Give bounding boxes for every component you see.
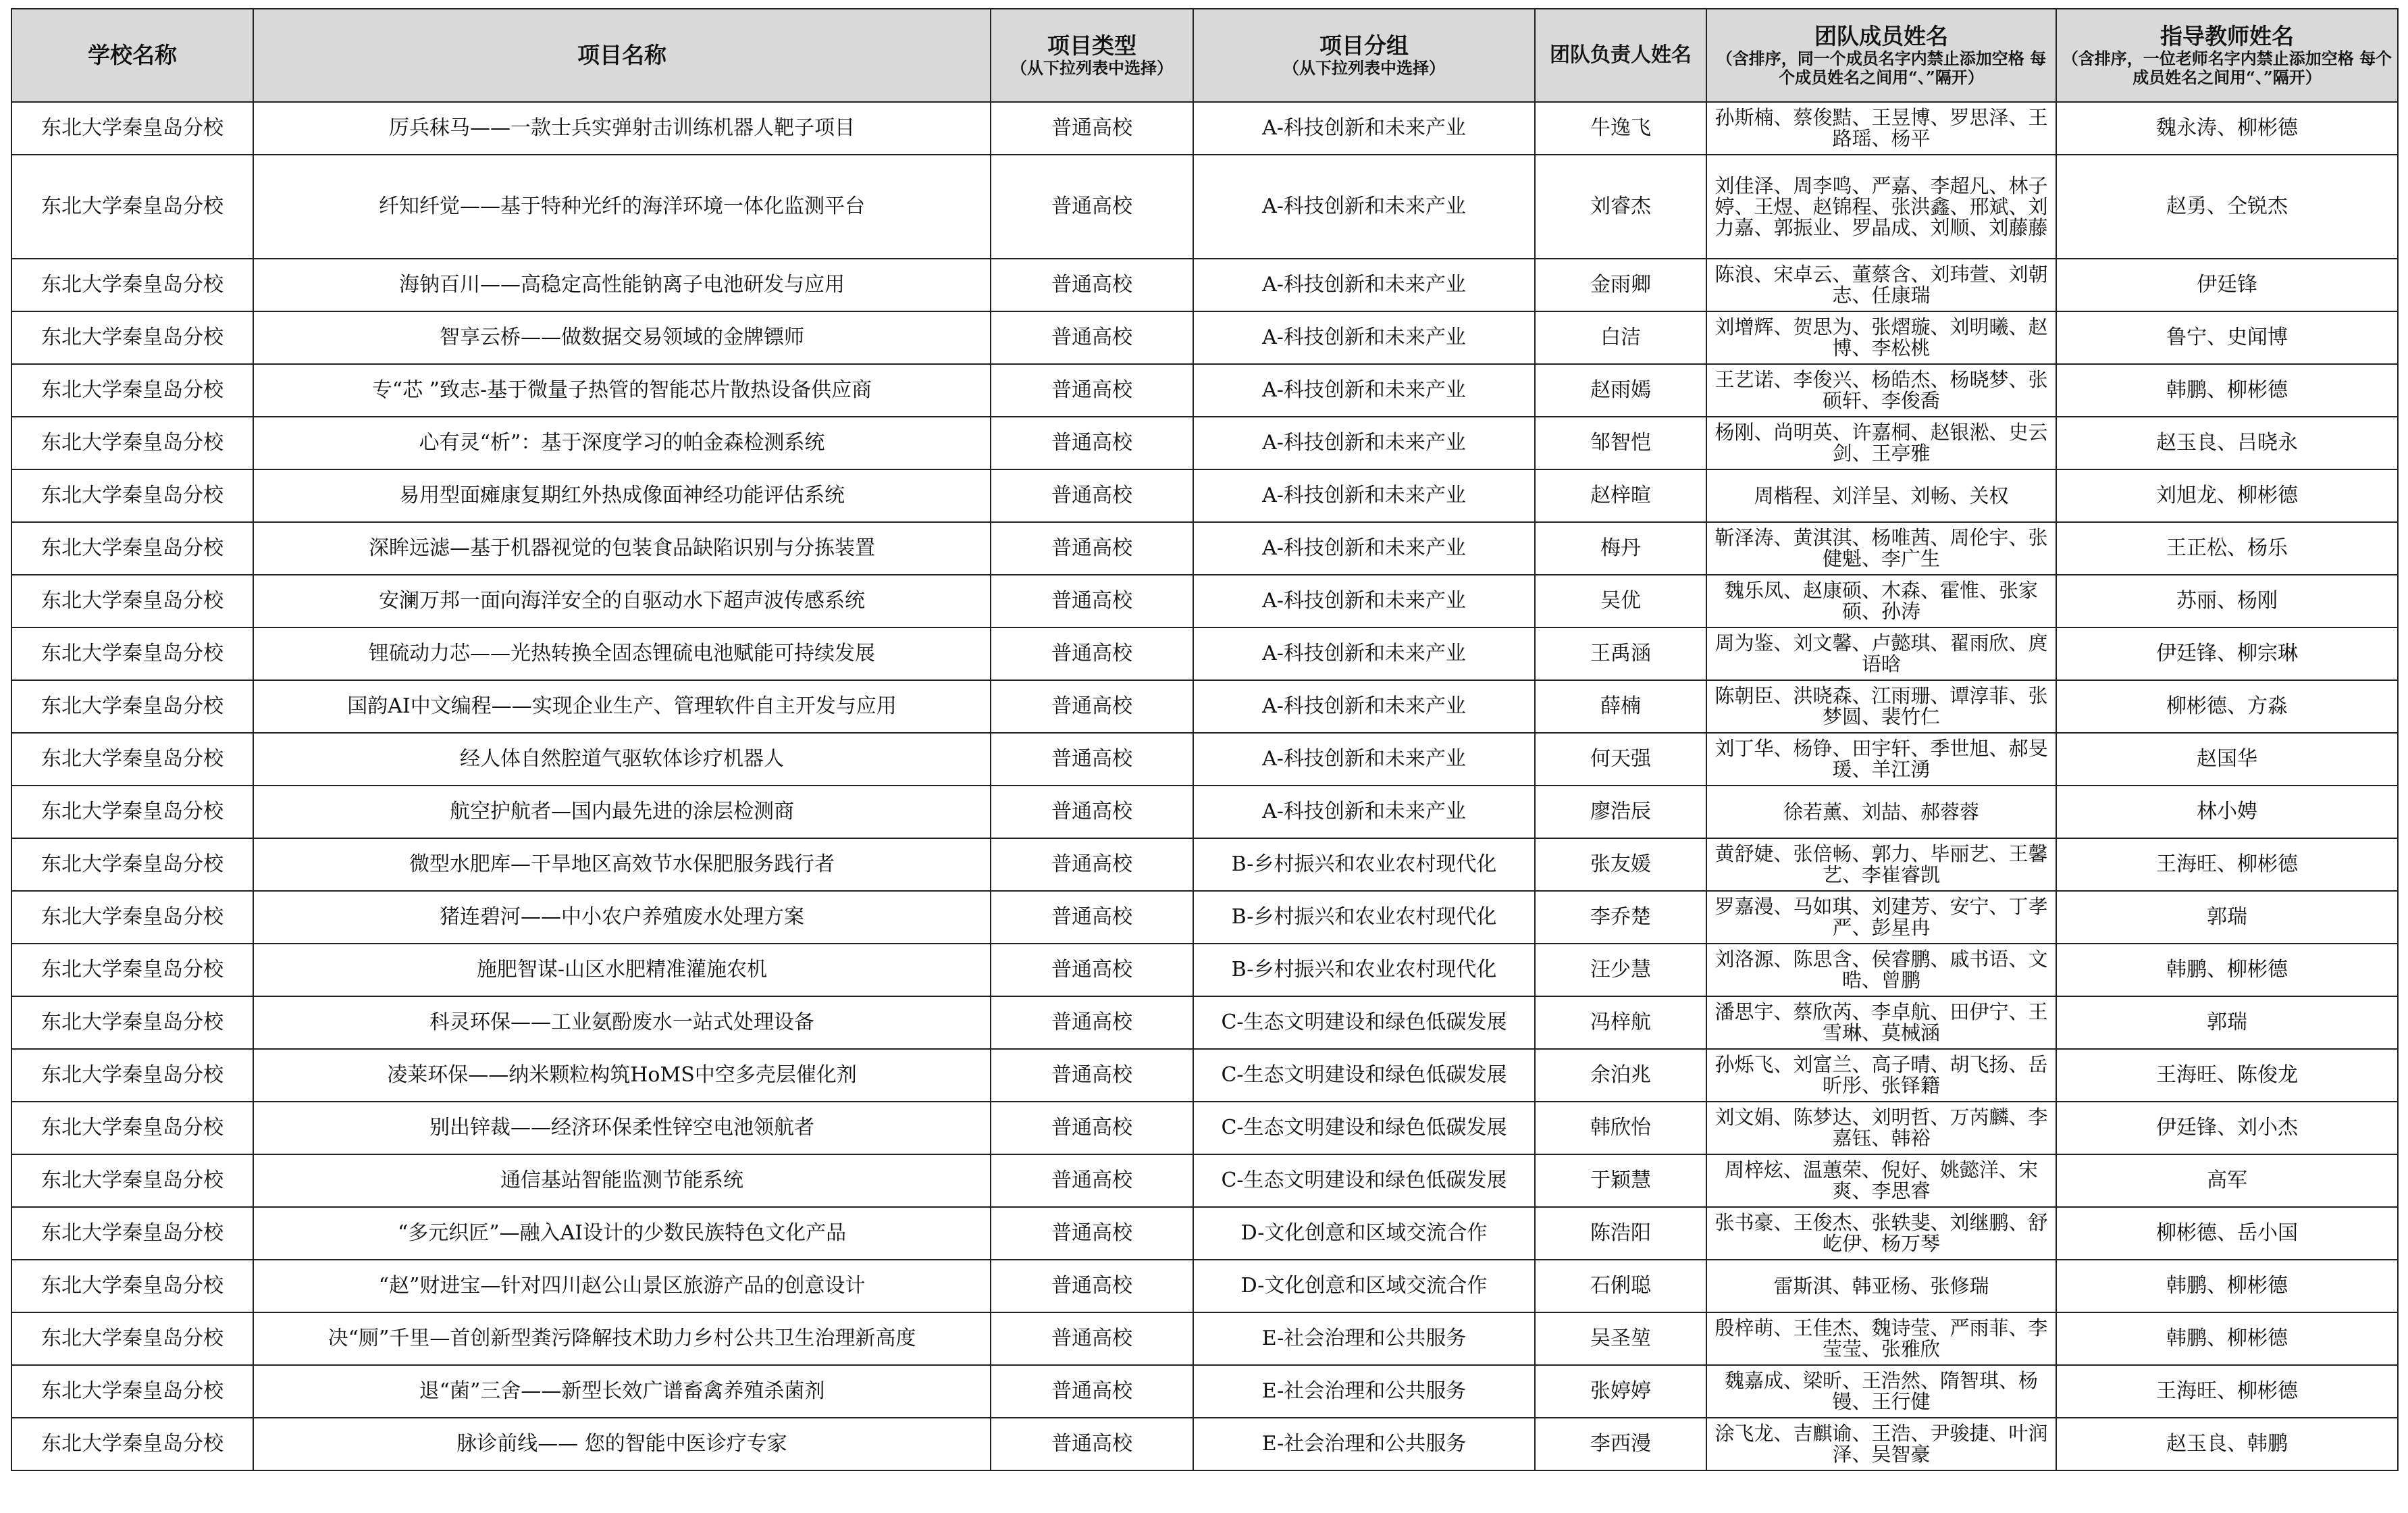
cell-school: 东北大学秦皇岛分校 xyxy=(11,680,253,733)
cell-team-members: 刘洛源、陈思含、侯睿鹏、戚书语、文晧、曾鹏 xyxy=(1706,944,2056,996)
cell-project-group: A-科技创新和未来产业 xyxy=(1193,627,1535,680)
cell-school: 东北大学秦皇岛分校 xyxy=(11,1260,253,1312)
cell-project-type: 普通高校 xyxy=(991,417,1193,469)
table-row xyxy=(11,155,2398,259)
cell-team-members: 张书豪、王俊杰、张轶斐、刘继鹏、舒屹伊、杨万琴 xyxy=(1706,1207,2056,1260)
cell-advisors: 郭瑞 xyxy=(2056,891,2398,944)
cell-team-leader: 白洁 xyxy=(1535,311,1706,364)
cell-project-name: 深眸远滤—基于机器视觉的包装食品缺陷识别与分拣装置 xyxy=(253,522,991,575)
cell-school: 东北大学秦皇岛分校 xyxy=(11,469,253,522)
cell-project-group: C-生态文明建设和绿色低碳发展 xyxy=(1193,1154,1535,1207)
cell-project-name: “多元织匠”—融入AI设计的少数民族特色文化产品 xyxy=(253,1207,991,1260)
cell-project-group: A-科技创新和未来产业 xyxy=(1193,469,1535,522)
cell-project-group: A-科技创新和未来产业 xyxy=(1193,155,1535,259)
header-members: 团队成员姓名 （含排序，同一个成员名字内禁止添加空格 每个成员姓名之间用“、”隔开） xyxy=(1706,9,2056,102)
cell-team-members: 罗嘉漫、马如琪、刘建芳、安宁、丁孝严、彭星冉 xyxy=(1706,891,2056,944)
cell-team-leader: 金雨卿 xyxy=(1535,259,1706,311)
table-row xyxy=(11,417,2398,469)
cell-project-name: 专“芯 ”致志-基于微量子热管的智能芯片散热设备供应商 xyxy=(253,364,991,417)
header-school: 学校名称 xyxy=(11,9,253,102)
cell-team-members: 周梓炫、温蕙荣、倪好、姚懿洋、宋爽、李思睿 xyxy=(1706,1154,2056,1207)
cell-project-type: 普通高校 xyxy=(991,680,1193,733)
cell-project-name: 通信基站智能监测节能系统 xyxy=(253,1154,991,1207)
cell-project-name: 微型水肥库—干旱地区高效节水保肥服务践行者 xyxy=(253,838,991,891)
cell-project-name: 科灵环保——工业氨酚废水一站式处理设备 xyxy=(253,996,991,1049)
cell-project-type: 普通高校 xyxy=(991,311,1193,364)
cell-project-name: 锂硫动力芯——光热转换全固态锂硫电池赋能可持续发展 xyxy=(253,627,991,680)
cell-project-group: A-科技创新和未来产业 xyxy=(1193,680,1535,733)
cell-school: 东北大学秦皇岛分校 xyxy=(11,522,253,575)
cell-project-type: 普通高校 xyxy=(991,1102,1193,1154)
cell-project-group: A-科技创新和未来产业 xyxy=(1193,364,1535,417)
cell-school: 东北大学秦皇岛分校 xyxy=(11,259,253,311)
header-group-hint: （从下拉列表中选择） xyxy=(1283,58,1445,78)
cell-project-name: 厉兵秣马——一款士兵实弹射击训练机器人靶子项目 xyxy=(253,102,991,155)
cell-advisors: 魏永涛、柳彬德 xyxy=(2056,102,2398,155)
cell-project-group: A-科技创新和未来产业 xyxy=(1193,733,1535,786)
cell-team-members: 徐若薰、刘喆、郝蓉蓉 xyxy=(1706,786,2056,838)
table-row xyxy=(11,1365,2398,1418)
cell-project-name: 心有灵“析”：基于深度学习的帕金森检测系统 xyxy=(253,417,991,469)
cell-team-leader: 汪少慧 xyxy=(1535,944,1706,996)
table-row xyxy=(11,838,2398,891)
header-row xyxy=(11,9,2398,102)
cell-project-group: A-科技创新和未来产业 xyxy=(1193,311,1535,364)
cell-project-name: 智享云桥——做数据交易领域的金牌镖师 xyxy=(253,311,991,364)
cell-project-type: 普通高校 xyxy=(991,1312,1193,1365)
cell-team-leader: 赵梓暄 xyxy=(1535,469,1706,522)
cell-school: 东北大学秦皇岛分校 xyxy=(11,1102,253,1154)
cell-project-type: 普通高校 xyxy=(991,891,1193,944)
cell-project-group: A-科技创新和未来产业 xyxy=(1193,575,1535,627)
cell-advisors: 韩鹏、柳彬德 xyxy=(2056,1260,2398,1312)
cell-project-name: 凌莱环保——纳米颗粒构筑HoMS中空多壳层催化剂 xyxy=(253,1049,991,1102)
cell-project-name: 施肥智谋-山区水肥精准灌施农机 xyxy=(253,944,991,996)
cell-project-type: 普通高校 xyxy=(991,944,1193,996)
cell-project-name: 易用型面瘫康复期红外热成像面神经功能评估系统 xyxy=(253,469,991,522)
cell-team-leader: 李西漫 xyxy=(1535,1418,1706,1470)
cell-advisors: 柳彬德、方淼 xyxy=(2056,680,2398,733)
cell-project-type: 普通高校 xyxy=(991,575,1193,627)
cell-project-type: 普通高校 xyxy=(991,522,1193,575)
cell-project-name: 海钠百川——高稳定高性能钠离子电池研发与应用 xyxy=(253,259,991,311)
project-roster-table xyxy=(11,8,2399,1471)
header-members-hint: （含排序，同一个成员名字内禁止添加空格 每个成员姓名之间用“、”隔开） xyxy=(1716,49,2047,87)
cell-advisors: 赵玉良、吕晓永 xyxy=(2056,417,2398,469)
cell-school: 东北大学秦皇岛分校 xyxy=(11,417,253,469)
cell-project-name: 猪连碧河——中小农户养殖废水处理方案 xyxy=(253,891,991,944)
cell-project-name: 纤知纤觉——基于特种光纤的海洋环境一体化监测平台 xyxy=(253,155,991,259)
cell-team-members: 潘思宇、蔡欣芮、李卓航、田伊宁、王雪琳、莫械涵 xyxy=(1706,996,2056,1049)
cell-team-leader: 邹智恺 xyxy=(1535,417,1706,469)
cell-school: 东北大学秦皇岛分校 xyxy=(11,838,253,891)
cell-team-members: 刘佳泽、周李鸣、严嘉、李超凡、林子婷、王煜、赵锦程、张洪鑫、邢斌、刘力嘉、郭振业、罗晶成、刘顺、刘藤藤 xyxy=(1706,155,2056,259)
cell-team-leader: 刘睿杰 xyxy=(1535,155,1706,259)
cell-project-type: 普通高校 xyxy=(991,838,1193,891)
cell-advisors: 赵国华 xyxy=(2056,733,2398,786)
cell-team-leader: 张友媛 xyxy=(1535,838,1706,891)
cell-school: 东北大学秦皇岛分校 xyxy=(11,102,253,155)
table-row xyxy=(11,1049,2398,1102)
cell-school: 东北大学秦皇岛分校 xyxy=(11,155,253,259)
cell-school: 东北大学秦皇岛分校 xyxy=(11,364,253,417)
cell-team-leader: 于颖慧 xyxy=(1535,1154,1706,1207)
cell-project-group: A-科技创新和未来产业 xyxy=(1193,259,1535,311)
cell-advisors: 韩鹏、柳彬德 xyxy=(2056,944,2398,996)
cell-project-group: C-生态文明建设和绿色低碳发展 xyxy=(1193,996,1535,1049)
table-row xyxy=(11,733,2398,786)
cell-advisors: 苏丽、杨刚 xyxy=(2056,575,2398,627)
cell-project-type: 普通高校 xyxy=(991,786,1193,838)
cell-team-members: 雷斯淇、韩亚杨、张修瑞 xyxy=(1706,1260,2056,1312)
cell-project-name: 航空护航者—国内最先进的涂层检测商 xyxy=(253,786,991,838)
cell-team-leader: 梅丹 xyxy=(1535,522,1706,575)
cell-school: 东北大学秦皇岛分校 xyxy=(11,311,253,364)
cell-advisors: 伊廷锋 xyxy=(2056,259,2398,311)
table-body xyxy=(11,102,2398,1470)
cell-project-type: 普通高校 xyxy=(991,1260,1193,1312)
cell-project-type: 普通高校 xyxy=(991,733,1193,786)
table-row xyxy=(11,1260,2398,1312)
cell-school: 东北大学秦皇岛分校 xyxy=(11,1312,253,1365)
table-row xyxy=(11,944,2398,996)
table-row xyxy=(11,311,2398,364)
cell-team-leader: 李乔楚 xyxy=(1535,891,1706,944)
cell-project-type: 普通高校 xyxy=(991,996,1193,1049)
cell-project-type: 普通高校 xyxy=(991,155,1193,259)
cell-team-members: 周为鉴、刘文馨、卢懿琪、翟雨欣、庹语晗 xyxy=(1706,627,2056,680)
cell-project-group: D-文化创意和区域交流合作 xyxy=(1193,1260,1535,1312)
cell-team-leader: 赵雨嫣 xyxy=(1535,364,1706,417)
cell-advisors: 王海旺、柳彬德 xyxy=(2056,838,2398,891)
cell-advisors: 韩鹏、柳彬德 xyxy=(2056,1312,2398,1365)
header-project: 项目名称 xyxy=(253,9,991,102)
cell-project-type: 普通高校 xyxy=(991,1418,1193,1470)
cell-school: 东北大学秦皇岛分校 xyxy=(11,944,253,996)
cell-project-name: 决“厕”千里—首创新型粪污降解技术助力乡村公共卫生治理新高度 xyxy=(253,1312,991,1365)
cell-advisors: 王海旺、柳彬德 xyxy=(2056,1365,2398,1418)
cell-project-group: A-科技创新和未来产业 xyxy=(1193,417,1535,469)
cell-advisors: 鲁宁、史闻博 xyxy=(2056,311,2398,364)
cell-school: 东北大学秦皇岛分校 xyxy=(11,786,253,838)
cell-team-leader: 冯梓航 xyxy=(1535,996,1706,1049)
cell-team-members: 孙烁飞、刘富兰、高子晴、胡飞扬、岳昕彤、张铎籍 xyxy=(1706,1049,2056,1102)
cell-team-members: 孙斯楠、蔡俊黠、王昱博、罗思泽、王路瑶、杨平 xyxy=(1706,102,2056,155)
cell-school: 东北大学秦皇岛分校 xyxy=(11,1049,253,1102)
cell-team-leader: 陈浩阳 xyxy=(1535,1207,1706,1260)
table-row xyxy=(11,364,2398,417)
cell-advisors: 伊廷锋、刘小杰 xyxy=(2056,1102,2398,1154)
table-header xyxy=(11,9,2398,102)
cell-project-name: 安澜万邦一面向海洋安全的自驱动水下超声波传感系统 xyxy=(253,575,991,627)
cell-advisors: 柳彬德、岳小国 xyxy=(2056,1207,2398,1260)
cell-advisors: 赵玉良、韩鹏 xyxy=(2056,1418,2398,1470)
cell-advisors: 赵勇、仝锐杰 xyxy=(2056,155,2398,259)
cell-advisors: 刘旭龙、柳彬德 xyxy=(2056,469,2398,522)
cell-project-name: 国韵AI中文编程——实现企业生产、管理软件自主开发与应用 xyxy=(253,680,991,733)
cell-advisors: 王正松、杨乐 xyxy=(2056,522,2398,575)
cell-project-group: A-科技创新和未来产业 xyxy=(1193,102,1535,155)
header-teachers-hint: （含排序，一位老师名字内禁止添加空格 每个成员姓名之间用“、”隔开） xyxy=(2062,49,2392,87)
table-row xyxy=(11,1418,2398,1470)
cell-project-type: 普通高校 xyxy=(991,469,1193,522)
cell-project-group: B-乡村振兴和农业农村现代化 xyxy=(1193,944,1535,996)
header-group: 项目分组 （从下拉列表中选择） xyxy=(1193,9,1535,102)
cell-advisors: 高军 xyxy=(2056,1154,2398,1207)
table-row xyxy=(11,259,2398,311)
cell-team-members: 刘文娟、陈梦达、刘明哲、万芮麟、李嘉钰、韩裕 xyxy=(1706,1102,2056,1154)
header-leader: 团队负责人姓名 xyxy=(1535,9,1706,102)
cell-team-leader: 石俐聪 xyxy=(1535,1260,1706,1312)
cell-team-leader: 余泊兆 xyxy=(1535,1049,1706,1102)
cell-project-type: 普通高校 xyxy=(991,1365,1193,1418)
table-row xyxy=(11,102,2398,155)
cell-project-group: E-社会治理和公共服务 xyxy=(1193,1365,1535,1418)
cell-team-members: 陈浪、宋卓云、董蔡含、刘玮萱、刘朝志、任康瑞 xyxy=(1706,259,2056,311)
cell-team-members: 靳泽涛、黄淇淇、杨唯茜、周伦宇、张健魁、李广生 xyxy=(1706,522,2056,575)
table-row xyxy=(11,1102,2398,1154)
cell-project-group: D-文化创意和区域交流合作 xyxy=(1193,1207,1535,1260)
cell-project-type: 普通高校 xyxy=(991,627,1193,680)
cell-team-leader: 廖浩辰 xyxy=(1535,786,1706,838)
header-type-hint: （从下拉列表中选择） xyxy=(1011,58,1173,78)
cell-project-name: 别出锌裁——经济环保柔性锌空电池领航者 xyxy=(253,1102,991,1154)
header-type: 项目类型 （从下拉列表中选择） xyxy=(991,9,1193,102)
cell-school: 东北大学秦皇岛分校 xyxy=(11,1418,253,1470)
cell-advisors: 韩鹏、柳彬德 xyxy=(2056,364,2398,417)
cell-project-type: 普通高校 xyxy=(991,102,1193,155)
cell-project-name: “赵”财进宝—针对四川赵公山景区旅游产品的创意设计 xyxy=(253,1260,991,1312)
cell-project-group: E-社会治理和公共服务 xyxy=(1193,1312,1535,1365)
cell-team-members: 刘增辉、贺思为、张熠璇、刘明曦、赵博、李松桃 xyxy=(1706,311,2056,364)
cell-team-members: 王艺诺、李俊兴、杨皓杰、杨晓梦、张硕轩、李俊喬 xyxy=(1706,364,2056,417)
cell-team-leader: 韩欣怡 xyxy=(1535,1102,1706,1154)
cell-school: 东北大学秦皇岛分校 xyxy=(11,1365,253,1418)
cell-project-name: 脉诊前线—— 您的智能中医诊疗专家 xyxy=(253,1418,991,1470)
cell-school: 东北大学秦皇岛分校 xyxy=(11,627,253,680)
cell-project-type: 普通高校 xyxy=(991,364,1193,417)
cell-project-name: 退“菌”三舍——新型长效广谱畜禽养殖杀菌剂 xyxy=(253,1365,991,1418)
table-row xyxy=(11,522,2398,575)
table-row xyxy=(11,1154,2398,1207)
cell-project-type: 普通高校 xyxy=(991,259,1193,311)
table-row xyxy=(11,1312,2398,1365)
table-row xyxy=(11,680,2398,733)
table-row xyxy=(11,891,2398,944)
cell-team-leader: 吴优 xyxy=(1535,575,1706,627)
table-row xyxy=(11,1207,2398,1260)
cell-project-group: A-科技创新和未来产业 xyxy=(1193,786,1535,838)
table-row xyxy=(11,469,2398,522)
cell-team-members: 殷梓萌、王佳杰、魏诗莹、严雨菲、李莹莹、张雅欣 xyxy=(1706,1312,2056,1365)
cell-team-leader: 牛逸飞 xyxy=(1535,102,1706,155)
header-teachers: 指导教师姓名 （含排序，一位老师名字内禁止添加空格 每个成员姓名之间用“、”隔开） xyxy=(2056,9,2398,102)
cell-team-members: 杨刚、尚明英、许嘉桐、赵银淞、史云剑、王亭雅 xyxy=(1706,417,2056,469)
cell-advisors: 王海旺、陈俊龙 xyxy=(2056,1049,2398,1102)
cell-project-group: A-科技创新和未来产业 xyxy=(1193,522,1535,575)
cell-school: 东北大学秦皇岛分校 xyxy=(11,1207,253,1260)
table-row xyxy=(11,575,2398,627)
cell-team-members: 周楷程、刘洋呈、刘畅、关权 xyxy=(1706,469,2056,522)
cell-project-type: 普通高校 xyxy=(991,1049,1193,1102)
cell-team-members: 魏乐凤、赵康硕、木森、霍惟、张家硕、孙涛 xyxy=(1706,575,2056,627)
cell-project-group: B-乡村振兴和农业农村现代化 xyxy=(1193,838,1535,891)
project-roster-sheet xyxy=(11,8,2399,1471)
cell-team-leader: 薛楠 xyxy=(1535,680,1706,733)
cell-team-leader: 张婷婷 xyxy=(1535,1365,1706,1418)
cell-project-type: 普通高校 xyxy=(991,1154,1193,1207)
cell-project-name: 经人体自然腔道气驱软体诊疗机器人 xyxy=(253,733,991,786)
cell-project-group: C-生态文明建设和绿色低碳发展 xyxy=(1193,1102,1535,1154)
cell-school: 东北大学秦皇岛分校 xyxy=(11,891,253,944)
cell-team-members: 涂飞龙、吉麒谕、王浩、尹骏捷、叶润泽、吴智豪 xyxy=(1706,1418,2056,1470)
cell-team-members: 魏嘉成、梁昕、王浩然、隋智琪、杨镘、王行健 xyxy=(1706,1365,2056,1418)
table-row xyxy=(11,786,2398,838)
cell-team-leader: 王禹涵 xyxy=(1535,627,1706,680)
table-row xyxy=(11,996,2398,1049)
cell-advisors: 郭瑞 xyxy=(2056,996,2398,1049)
cell-school: 东北大学秦皇岛分校 xyxy=(11,575,253,627)
cell-project-type: 普通高校 xyxy=(991,1207,1193,1260)
cell-project-group: E-社会治理和公共服务 xyxy=(1193,1418,1535,1470)
cell-team-leader: 何天强 xyxy=(1535,733,1706,786)
cell-school: 东北大学秦皇岛分校 xyxy=(11,1154,253,1207)
cell-advisors: 伊廷锋、柳宗琳 xyxy=(2056,627,2398,680)
cell-project-group: C-生态文明建设和绿色低碳发展 xyxy=(1193,1049,1535,1102)
cell-school: 东北大学秦皇岛分校 xyxy=(11,733,253,786)
cell-team-members: 黄舒婕、张倍畅、郭力、毕丽艺、王馨艺、李崔睿凯 xyxy=(1706,838,2056,891)
cell-team-leader: 吴圣堃 xyxy=(1535,1312,1706,1365)
cell-team-members: 刘丁华、杨铮、田宇轩、季世旭、郝旻瑗、羊江湧 xyxy=(1706,733,2056,786)
cell-project-group: B-乡村振兴和农业农村现代化 xyxy=(1193,891,1535,944)
cell-school: 东北大学秦皇岛分校 xyxy=(11,996,253,1049)
table-row xyxy=(11,627,2398,680)
cell-team-members: 陈朝臣、洪晓森、江雨珊、谭淳菲、张梦圆、裴竹仁 xyxy=(1706,680,2056,733)
cell-advisors: 林小娉 xyxy=(2056,786,2398,838)
